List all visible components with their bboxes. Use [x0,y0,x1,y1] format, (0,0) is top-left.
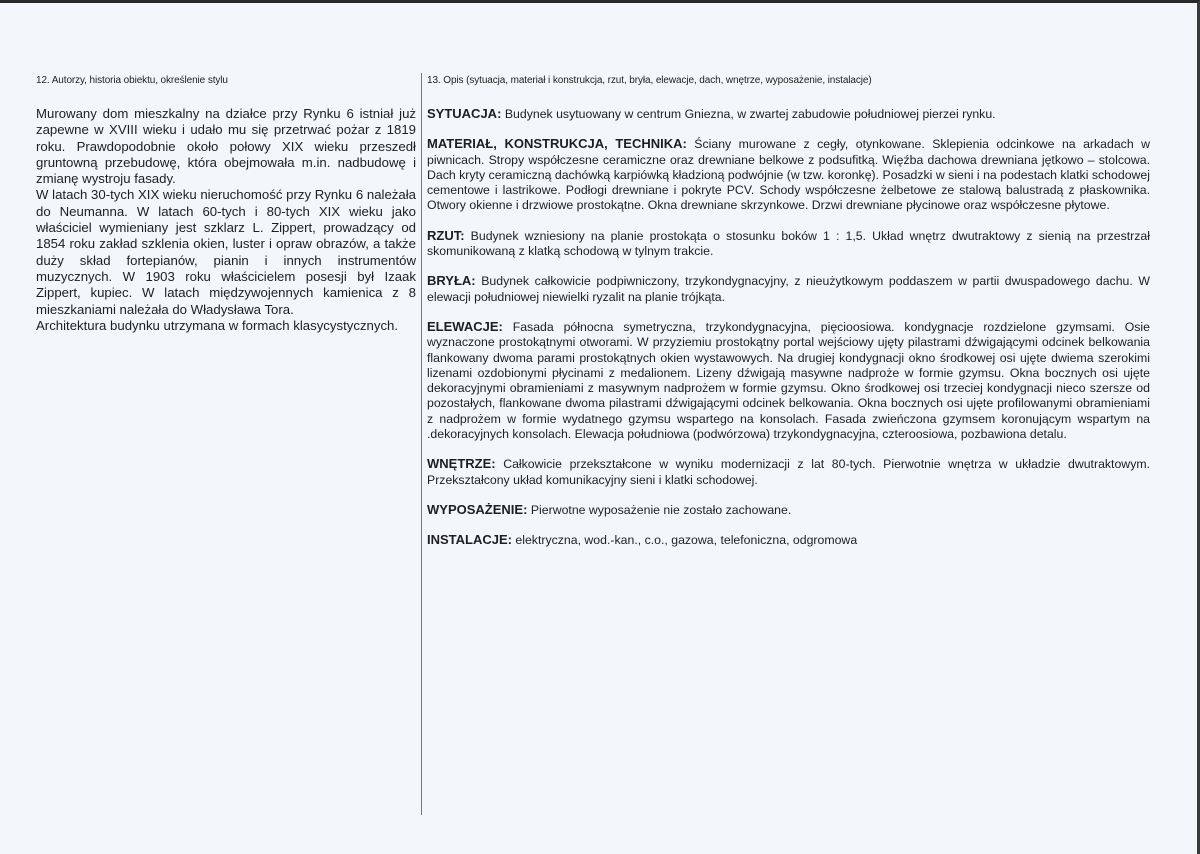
section-furnishings [427,502,1150,518]
section-text: Budynek usytuowany w centrum Gniezna, w zwartej zabudowie południowej pierzei rynku. [501,107,996,121]
section-text: Budynek wzniesiony na planie prostokąta o stosunku boków 1 : 1,5. Układ wnętrz dwutraktowy z sienią na przestrzał skomunikowaną z klatką schodową w tylnym trakcie. [427,228,1150,259]
history-text [36,106,416,334]
history-heading: 12. Autorzy, historia obiektu, określenie stylu [36,75,228,86]
section-label: SYTUACJA: [427,106,502,121]
section-text: Całkowicie przekształcone w wyniku modernizacji z lat 80-tych. Pierwotnie wnętrza w układzie dwutraktowym. Przekształcony układ komunikacyjny sieni i klatki schodowej. [427,457,1150,487]
section-label: ELEWACJE: [427,318,503,334]
section-text: Ściany murowane z cegły, otynkowane. Sklepienia odcinkowe na arkadach w piwnicach. Stropy współczesne ceramiczne oraz drewniane belkowe z podsufitką. Więźba dachowa drewniana jętkowo – stolcowa. Dach kryty ceramiczną dachówką karpiówką kładzioną podwójnie (w tzw. koronkę). Posadzki w sieni i na podestach klatki schodowej cementowe i lastrikowe. Podłogi drewniane i pokryte PCV. Schody współczesne żelbetowe ze stalową balustradą z płaskownika. Otwory okienne i drzwiowe prostokątne. Okna drewniane skrzynkowe. Drzwi drewniane płycinowe oraz współczesne płytowe. [427,137,1150,213]
history-paragraph: Murowany dom mieszkalny na działce przy Rynku 6 istniał już zapewne w XVIII wieku i udało mu się przetrwać pożar z 1819 roku. Prawdopodobnie około połowy XIX wieku przeszedł gruntowną przebudowę, która obejmowała m.in. nadbudowę i zmianę wystroju fasady. [36,106,416,187]
description-heading: 13. Opis (sytuacja, materiał i konstrukcja, rzut, bryła, elewacje, dach, wnętrze, wyposażenie, instalacje) [427,75,872,86]
description-column [427,75,1150,563]
section-interior [427,456,1150,488]
section-text: Pierwotne wyposażenie nie zostało zachowane. [527,502,792,517]
section-plan [427,228,1150,260]
history-column [36,75,416,334]
section-label: MATERIAŁ, KONSTRUKCJA, TECHNIKA: [427,136,687,152]
section-label: INSTALACJE: [427,532,512,548]
section-material [427,136,1150,213]
section-label: BRYŁA: [427,273,476,289]
history-paragraph: W latach 30-tych XIX wieku nieruchomość przy Rynku 6 należała do Neumanna. W latach 60-tych i 80-tych XIX wieku jako właściciel wymieniany jest szklarz L. Zippert, prowadzący od 1854 roku zakład szklenia okien, luster i opraw obrazów, a także duży skład fortepianów, pianin i innych instrumentów muzycznych. W 1903 roku właścicielem posesji był Izaak Zippert, kupiec. W latach międzywojennych kamienica z 8 mieszkaniami należała do Władysława Tora. [36,187,416,317]
history-paragraph: Architektura budynku utrzymana w formach klasycystycznych. [36,317,399,333]
section-label: WNĘTRZE: [427,456,496,472]
section-massing [427,273,1150,305]
section-situation [427,106,1150,122]
section-text: Budynek całkowicie podpiwniczony, trzykondygnacyjny, z nieużytkowym poddaszem w partii dwuspadowego dachu. W elewacji południowej niewielki ryzalit na planie trójkąta. [427,274,1150,304]
section-text: elektryczna, wod.-kan., c.o., gazowa, telefoniczna, odgromowa [511,533,858,548]
section-label: WYPOSAŻENIE: [427,501,528,517]
section-installations [427,532,1150,548]
section-label: RZUT: [427,227,465,243]
column-divider [421,73,422,815]
section-text: Fasada północna symetryczna, trzykondygnacyjna, pięcioosiowa. kondygnacje rozdzielone gzymsami. Osie wyznaczone prostokątnymi otworami. W przyziemiu prostokątny portal wejściowy ujęty pilastrami dźwigającymi odcinek belkowania flankowany dwoma parami prostokątnych okien wystawowych. Na drugiej kondygnacji okno środkowej osi ujęte dwiema szerokimi lizenami ozdobionymi płycinami z medalionem. Lizeny dźwigają masywne nadproże w formie gzymsu. Okna bocznych osi ujęte dekoracyjnymi obramieniami z masywnym nadprożem w formie gzymsu. Okno środkowej osi trzeciej kondygnacji nieco szersze od pozostałych, flankowane dwoma pilastrami dźwigającymi odcinek belkowania. Okna bocznych osi ujęte profilowanymi obramieniami z nadprożem w formie wydatnego gzymsu wspartego na konsolach. Fasada zwieńczona gzymsem koronującym wspartym na .dekoracyjnych konsolach. Elewacja południowa (podwórzowa) trzykondygnacyjna, czteroosiowa, pozbawiona detalu. [427,319,1150,442]
section-elevations [427,319,1150,442]
